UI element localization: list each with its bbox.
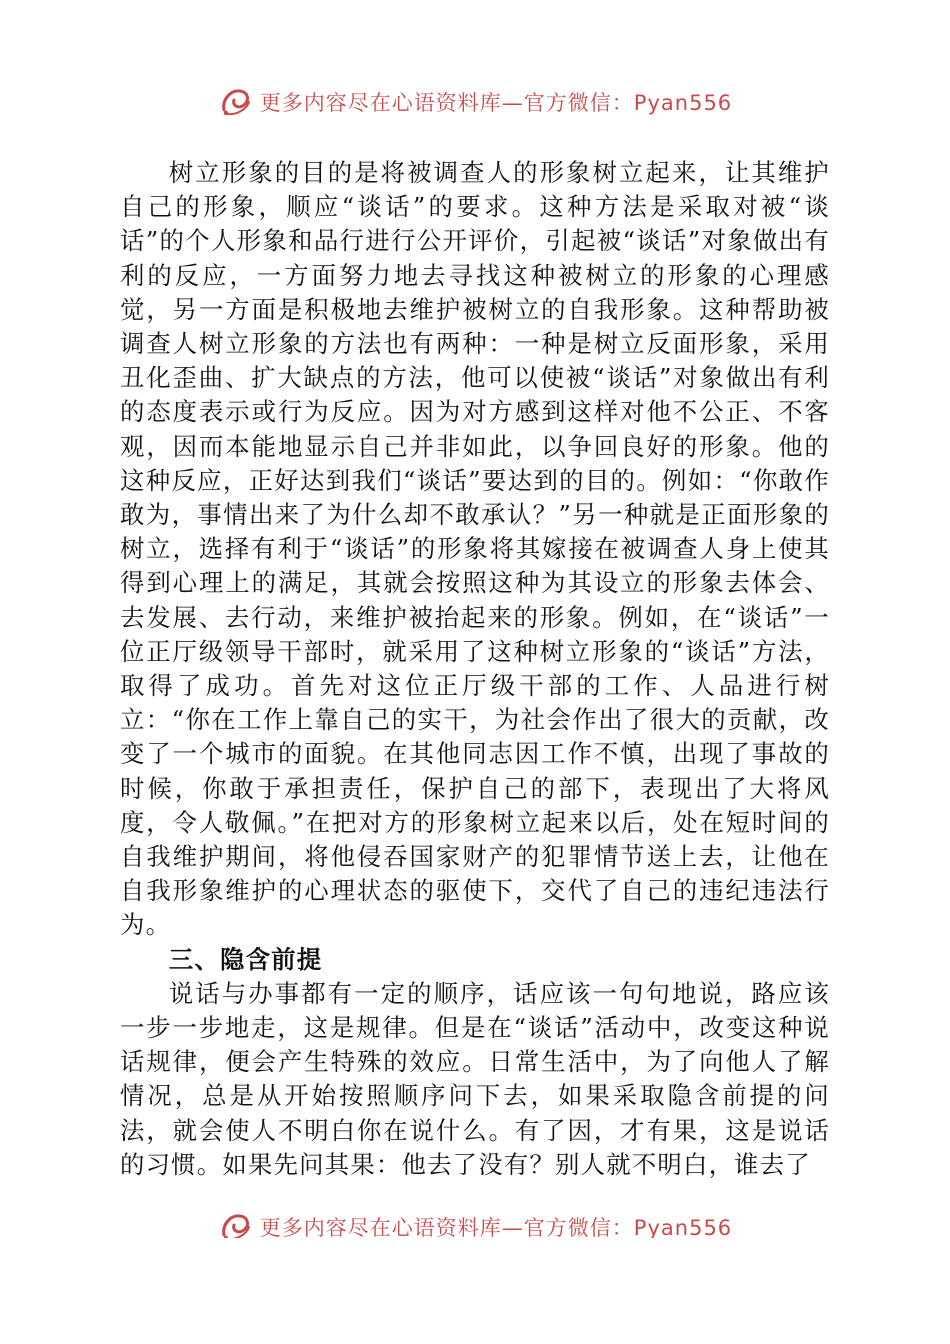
ribbon-swirl-logo-icon xyxy=(218,1209,254,1238)
paragraph-1: 树立形象的目的是将被调查人的形象树立起来，让其维护自己的形象，顺应“谈话”的要求。这种方法是采取对被“谈话”的个人形象和品行进行公开评价，引起被“谈话”对象做出有利的反应，一方面努力地去寻找这种被树立的形象的心理感觉，另一方面是积极地去维护被树立的自我形象。这种帮助被调查人树立形象的方法也有两种：一种是树立反面形象，采用丑化歪曲、扩大缺点的方法，他可以使被“谈话”对象做出有利的态度表示或行为反应。因为对方感到这样对他不公正、不客观，因而本能地显示自己并非如此，以争回良好的形象。他的这种反应，正好达到我们“谈话”要达到的目的。例如：“你敢作敢为，事情出来了为什么却不敢承认？”另一种就是正面形象的树立，选择有利于“谈话”的形象将其嫁接在被调查人身上使其得到心理上的满足，其就会按照这种为其设立的形象去体会、去发展、去行动，来维护被抬起来的形象。例如，在“谈话”一位正厅级领导干部时，就采用了这种树立形象的“谈话”方法，取得了成功。首先对这位正厅级干部的工作、人品进行树立：“你在工作上靠自己的实干，为社会作出了很大的贡献，改变了一个城市的面貌。在其他同志因工作不慎，出现了事故的时候，你敢于承担责任，保护自己的部下，表现出了大将风度，令人敬佩。”在把对方的形象树立起来以后，处在短时间的自我维护期间，将他侵吞国家财产的犯罪情节送上去，让他在自我形象维护的心理状态的驱使下，交代了自己的违纪违法行为。 xyxy=(120,158,830,940)
section-heading: 三、隐含前提 xyxy=(168,944,323,974)
paragraph-2: 说话与办事都有一定的顺序，话应该一句句地说，路应该一步一步地走，这是规律。但是在“谈话”活动中，改变这种说话规律，便会产生特殊的效应。日常生活中，为了向他人了解情况，总是从开始按照顺序问下去，如果采取隐含前提的问法，就会使人不明白你在说什么。有了因，才有果，这是说话的习惯。如果先问其果：他去了没有？别人就不明白，谁去了 xyxy=(120,978,830,1179)
ribbon-swirl-logo-icon xyxy=(218,84,254,120)
header-banner-inner xyxy=(218,84,732,120)
document-body xyxy=(120,156,830,1182)
footer-banner xyxy=(0,1204,950,1238)
header-banner-text: 更多内容尽在心语资料库—官方微信：Pyan556 xyxy=(259,91,733,115)
footer-banner-inner xyxy=(218,1209,732,1238)
footer-banner-text: 更多内容尽在心语资料库—官方微信：Pyan556 xyxy=(259,1216,733,1238)
header-banner xyxy=(0,82,950,122)
